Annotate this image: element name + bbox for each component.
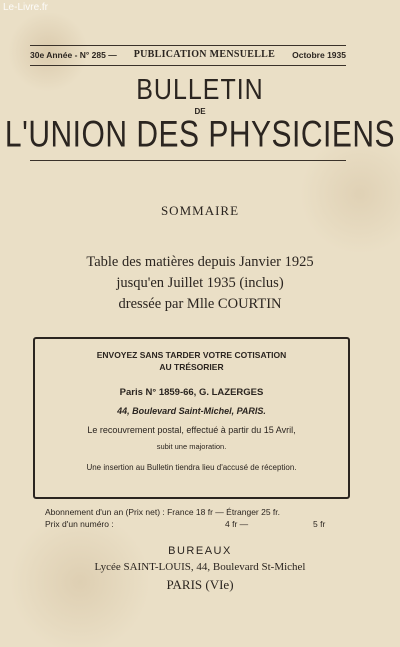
box-heading-2: AU TRÉSORIER <box>159 362 224 372</box>
title-bulletin: BULLETIN <box>136 73 264 107</box>
treasurer-account: Paris N° 1859-66, G. LAZERGES <box>119 387 264 398</box>
abonnement-line-1: Abonnement d'un an (Prix net) : France 18 fr — Étranger 25 fr. <box>45 507 281 517</box>
top-rule <box>30 45 346 46</box>
cotisation-box <box>33 337 350 499</box>
title-rule <box>30 160 346 161</box>
bureaux-heading: BUREAUX <box>168 545 232 557</box>
recouvrement-line-2: subit une majoration. <box>156 442 227 451</box>
publication-frequency: PUBLICATION MENSUELLE <box>133 49 276 60</box>
bureaux-line-2: PARIS (VIe) <box>166 577 234 592</box>
prix-numero-label: Prix d'un numéro : <box>45 519 114 529</box>
toc-line-1: Table des matières depuis Janvier 1925 <box>86 254 314 270</box>
toc-line-3: dressée par Mlle COURTIN <box>118 296 282 312</box>
header-rule <box>30 65 346 66</box>
issue-number: 30e Année - N° 285 — <box>30 49 117 60</box>
bureaux-line-1: Lycée SAINT-LOUIS, 44, Boulevard St-Michel <box>94 561 306 573</box>
issue-date: Octobre 1935 <box>292 49 346 60</box>
insertion-note: Une insertion au Bulletin tiendra lieu d'accusé de réception. <box>86 463 297 472</box>
treasurer-address: 44, Boulevard Saint-Michel, PARIS. <box>117 406 266 416</box>
prix-etranger: 5 fr <box>313 519 326 529</box>
recouvrement-line-1: Le recouvrement postal, effectué à partir du 15 Avril, <box>87 425 296 435</box>
issue-header <box>30 49 346 60</box>
abonnement-line-2 <box>45 519 345 529</box>
title-de: DE <box>194 107 206 116</box>
toc-line-2: jusqu'en Juillet 1935 (inclus) <box>116 275 284 291</box>
box-heading-1: ENVOYEZ SANS TARDER VOTRE COTISATION <box>96 350 287 360</box>
prix-france: 4 fr — <box>225 519 249 529</box>
sommaire-heading: SOMMAIRE <box>160 203 240 218</box>
title-union: L'UNION DES PHYSICIENS <box>4 113 396 155</box>
watermark: Le-Livre.fr <box>3 2 49 13</box>
